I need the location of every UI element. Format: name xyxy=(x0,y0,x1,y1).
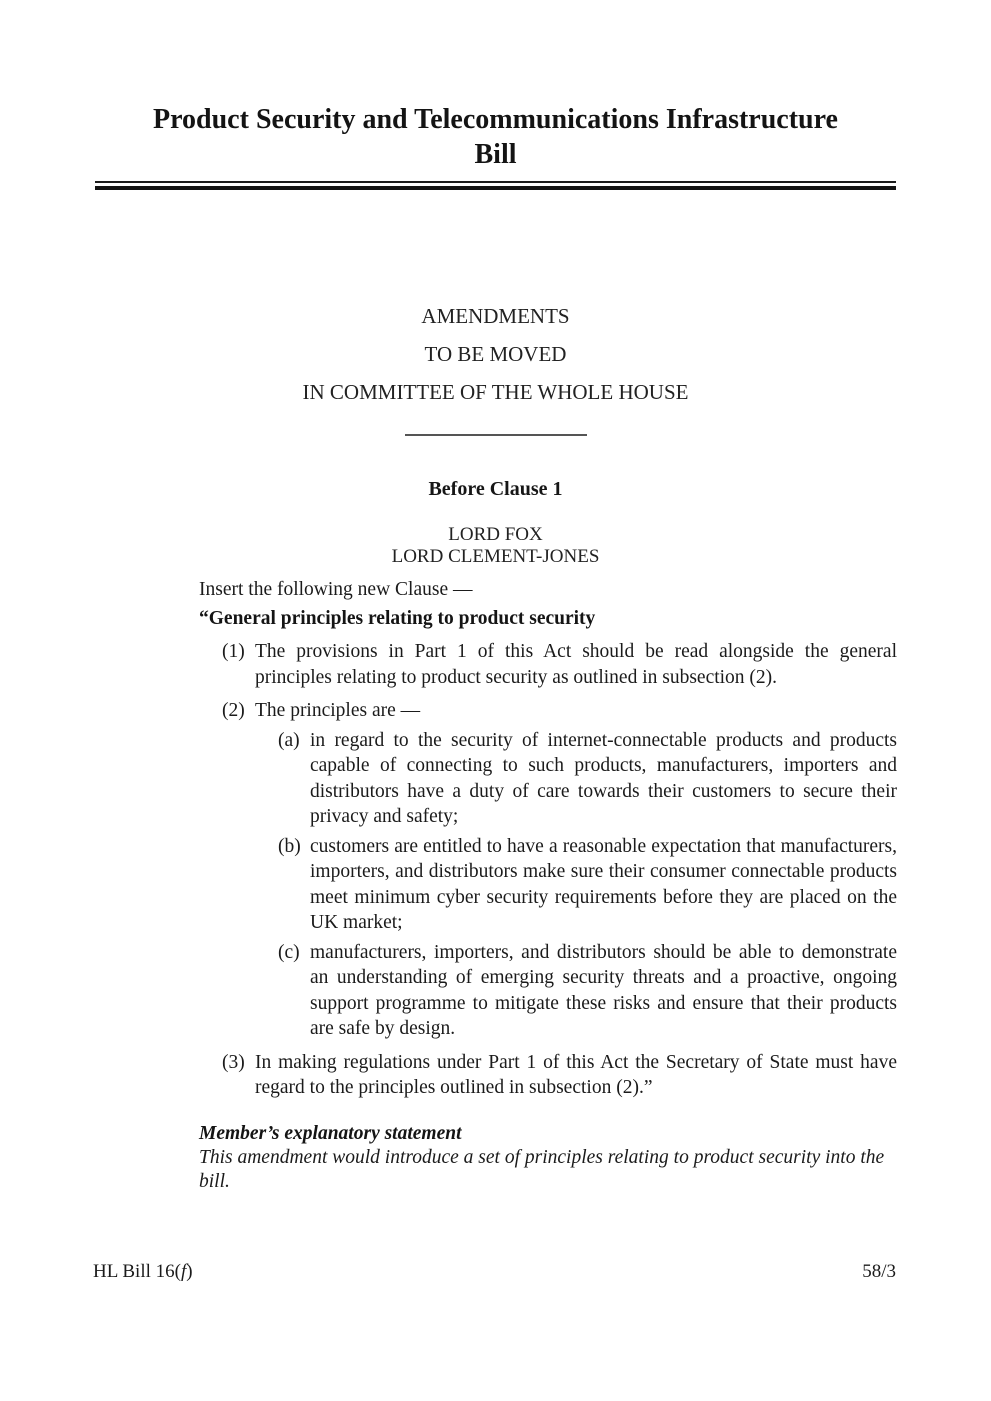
amendment-instruction: Insert the following new Clause — xyxy=(199,579,473,600)
paragraph-letter: (a) xyxy=(278,729,300,751)
subsection-3 xyxy=(199,1050,897,1101)
subsection-text: The principles are — xyxy=(255,700,421,721)
document-title-line1: Product Security and Telecommunications Infrastructure xyxy=(153,104,838,135)
title-double-rule xyxy=(95,181,896,190)
document-title xyxy=(95,0,896,172)
amendments-heading xyxy=(0,304,991,404)
paragraph-b xyxy=(199,834,897,936)
explanatory-statement-text: This amendment would introduce a set of principles relating to product security into the bill. xyxy=(199,1146,885,1192)
bill-reference-letter: f xyxy=(180,1261,187,1282)
paragraph-a xyxy=(199,728,897,830)
paragraph-c xyxy=(199,940,897,1042)
amendments-heading-line1: AMENDMENTS xyxy=(421,304,570,328)
sponsor-name: LORD CLEMENT-JONES xyxy=(391,546,600,567)
amendments-heading-line2: TO BE MOVED xyxy=(424,342,567,366)
paragraph-letter: (b) xyxy=(278,835,301,857)
paragraph-text: manufacturers, importers, and distributors should be able to demonstrate an understanding of emerging security threats and a proactive, ongoing support programme to mitigate these risks and ensure that their products are safe by design. xyxy=(310,941,897,1039)
bill-reference-prefix: HL Bill 16( xyxy=(93,1261,181,1282)
explanatory-statement-heading: Member’s explanatory statement xyxy=(199,1122,462,1144)
subsection-2 xyxy=(199,698,897,724)
new-clause-title: “General principles relating to product security xyxy=(199,607,596,629)
sponsor-name: LORD FOX xyxy=(448,524,543,545)
document-title-line2: Bill xyxy=(474,139,517,170)
subsection-number: (2) xyxy=(222,700,245,721)
paragraph-letter: (c) xyxy=(278,941,300,963)
paragraph-text: in regard to the security of internet-connectable products and products capable of connecting to such products, manufacturers, importers and distributors have a duty of care towards their customers to secure their privacy and safety; xyxy=(310,729,897,827)
amendment-body xyxy=(199,577,897,1101)
amendment-page-reference: 58/3 xyxy=(862,1261,896,1282)
sponsor-list xyxy=(0,524,991,568)
subsection-1 xyxy=(199,639,897,690)
explanatory-statement xyxy=(199,1122,897,1194)
bill-reference-suffix: ) xyxy=(186,1261,193,1282)
bill-reference xyxy=(93,1261,193,1283)
subsection-text: In making regulations under Part 1 of this Act the Secretary of State must have regard to the principles outlined in subsection (2).” xyxy=(255,1051,897,1098)
amendments-heading-line3: IN COMMITTEE OF THE WHOLE HOUSE xyxy=(302,380,689,404)
section-divider-rule xyxy=(405,434,587,436)
clause-position-heading: Before Clause 1 xyxy=(428,478,563,500)
paragraph-text: customers are entitled to have a reasonable expectation that manufacturers, importers, and distributors make sure their consumer connectable products meet minimum cyber security requirements before they are placed on the UK market; xyxy=(310,835,897,933)
subsection-number: (3) xyxy=(222,1051,245,1073)
page-footer xyxy=(93,1261,896,1283)
subsection-text: The provisions in Part 1 of this Act should be read alongside the general principles relating to product security as outlined in subsection (2). xyxy=(255,641,897,688)
subsection-number: (1) xyxy=(222,641,245,662)
